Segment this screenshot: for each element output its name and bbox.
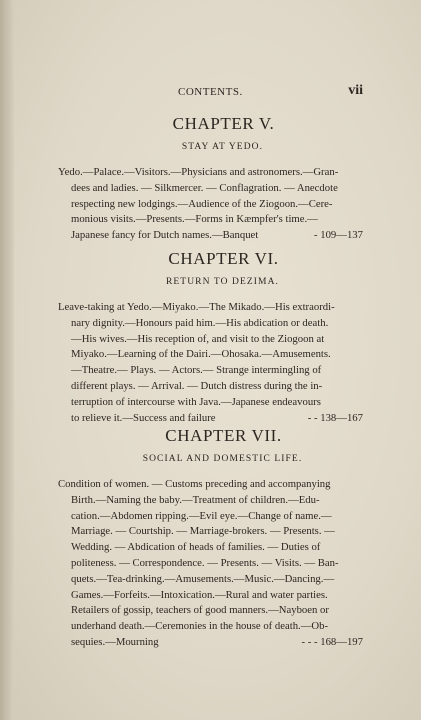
page-range: - - - 168—197 [301, 635, 363, 648]
contents-line: Miyako.—Learning of the Dairi.—Ohosaka.—Amusements. [71, 348, 331, 361]
chapter-vi-section [58, 249, 363, 426]
chapter-title: CHAPTER VI. [168, 249, 279, 268]
contents-line: Marriage. — Courtship. — Marriage-brokers. — Presents. — [71, 525, 335, 538]
chapter-title: CHAPTER VII. [165, 426, 282, 445]
contents-line: to relieve it.—Success and failure [71, 411, 216, 424]
chapter-vii-section [58, 426, 363, 651]
contents-line: —Theatre.— Plays. — Actors.— Strange intermingling of [71, 364, 322, 377]
running-head: CONTENTS. [178, 86, 243, 98]
page-header [60, 83, 363, 102]
page-number: vii [348, 83, 363, 98]
contents-line: Japanese fancy for Dutch names.—Banquet [71, 229, 259, 242]
contents-line: Wedding. — Abdication of heads of families. — Duties of [71, 541, 321, 554]
contents-line: different plays. — Arrival. — Dutch distress during the in- [71, 379, 323, 392]
page-range: - - 138—167 [307, 411, 363, 424]
contents-line: quets.—Tea-drinking.—Amusements.—Music.—Dancing.— [71, 572, 335, 585]
chapter-v-section [58, 114, 363, 244]
contents-line: dees and ladies. — Silkmercer. — Conflagration. — Anecdote [71, 181, 338, 194]
contents-line: politeness. — Correspondence. — Presents. — Visits. — Ban- [71, 556, 339, 569]
contents-line: —His wives.—His reception of, and visit to the Ziogoon at [71, 332, 325, 345]
contents-line: Leave-taking at Yedo.—Miyako.—The Mikado.—His extraordi- [58, 301, 335, 313]
page-gutter [0, 0, 14, 720]
contents-line: monious visits.—Presents.—Forms in Kæmpfer's time.— [71, 213, 318, 226]
contents-line: underhand death.—Ceremonies in the house of death.—Ob- [71, 620, 329, 633]
contents-line: Condition of women. — Customs preceding and accompanying [58, 478, 331, 490]
contents-line: nary dignity.—Honours paid him.—His abdication or death. [71, 316, 329, 329]
contents-line: Birth.—Naming the baby.—Treatment of children.—Edu- [71, 493, 320, 506]
chapter-title: CHAPTER V. [172, 114, 275, 133]
contents-line: respecting new lodgings.—Audience of the Ziogoon.—Cere- [71, 197, 333, 210]
chapter-subtitle: STAY AT YEDO. [181, 142, 264, 152]
contents-line: Retailers of gossip, teachers of good manners.—Nayboen or [71, 604, 329, 617]
contents-line: Games.—Forfeits.—Intoxication.—Rural and water parties. [71, 588, 328, 601]
contents-line: sequies.—Mourning [71, 635, 159, 648]
contents-line: cation.—Abdomen ripping.—Evil eye.—Change of name.— [71, 509, 332, 522]
contents-line-last [58, 635, 363, 651]
contents-line: terruption of intercourse with Java.—Japanese endeavours [71, 395, 321, 408]
contents-line: Yedo.—Palace.—Visitors.—Physicians and astronomers.—Gran- [58, 166, 339, 178]
contents-line-last [58, 411, 363, 427]
chapter-subtitle: RETURN TO DEZIMA. [165, 277, 280, 287]
chapter-subtitle: SOCIAL AND DOMESTIC LIFE. [142, 454, 303, 464]
page-range: - 109—137 [314, 229, 363, 242]
contents-line-last [58, 228, 363, 244]
